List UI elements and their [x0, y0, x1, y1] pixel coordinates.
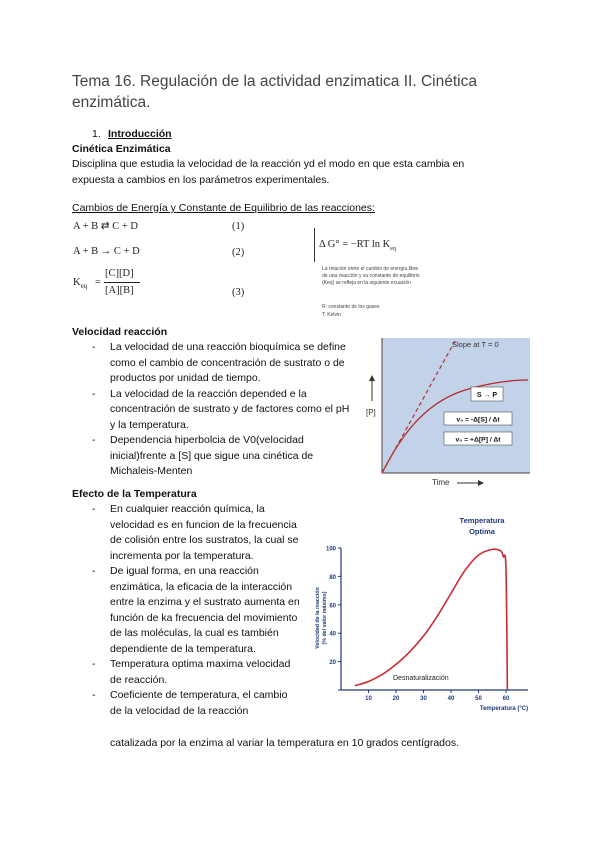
note-r: R: constante de los gases: [322, 304, 380, 310]
velocidad-heading: Velocidad reacción: [72, 326, 168, 338]
graph-background: [382, 338, 530, 473]
list-item: - Dependencia hiperbolcia de V0(velocidad inicial)frente a [S] que sigue una cinética de Michaleis-Menten: [92, 434, 314, 477]
equation-1-number: (1): [232, 221, 245, 232]
y-arrow-head: [369, 375, 375, 381]
cambios-heading: Cambios de Energía y Constante de Equilibrio de las reacciones:: [72, 202, 375, 214]
x-tick-label: 10: [365, 696, 372, 702]
keq-numerator: [C][D]: [105, 268, 134, 279]
chart-title-2: Optima: [469, 527, 495, 536]
list-item: - Coeficiente de temperatura, el cambio de la velocidad de la reacción: [92, 689, 288, 717]
product-time-graph: [362, 333, 537, 493]
list-item: - En cualquier reacción química, la velocidad es en funcion de la frecuencia de colisión entre los sustratos, la cual se incrementa por la temperatura.: [92, 503, 299, 562]
efecto-list: [92, 502, 302, 719]
cinetica-heading: Cinética Enzimática: [72, 143, 171, 155]
y-axis-label-line2: (% del valor máximo): [322, 591, 328, 645]
equation-bar: [314, 228, 315, 262]
section-heading: [92, 128, 172, 140]
gibbs-note: La relación entre el cambio de energía libre de una reacción y su constante de equilibrio (Keq) se refleja en la siguiente ecuación: [322, 266, 420, 286]
x-tick-label: 60: [502, 696, 510, 702]
equation-3: [73, 268, 163, 300]
equals-sign: =: [95, 277, 101, 288]
y-label: [P]: [366, 408, 376, 417]
x-label: Time: [432, 478, 450, 487]
y-tick-label: 100: [325, 546, 336, 553]
note-t: T: Kelvin: [322, 312, 341, 318]
x-tick-label: 40: [447, 696, 455, 702]
x-arrow-head: [478, 480, 484, 486]
eq-a-label: v₀ = -Δ[S] / Δt: [456, 416, 500, 424]
x-tick-label: 20: [392, 696, 400, 702]
y-axis-label-line1: Velocidad de la reacción: [315, 587, 321, 649]
y-tick-label: 40: [329, 631, 336, 638]
keq-symbol: $K_{eq}$: [73, 277, 88, 291]
chart-title-1: Temperatura: [459, 516, 505, 525]
efecto-continuation: catalizada por la enzima al variar la temperatura en 10 grados centígrados.: [110, 737, 460, 749]
velocidad-list: [92, 340, 350, 480]
annotation-label: Desnaturalización: [393, 675, 449, 682]
temperature-chart: [306, 510, 540, 716]
cinetica-text: Disciplina que estudia la velocidad de la reacción yd el modo en que esta cambia en expuesta a cambios en los parámetros experimentales.: [72, 158, 465, 186]
list-item: - La velocidad de una reacción bioquímica se define como el cambio de concentración de sustrato o de productos por unidad de tiempo.: [92, 341, 346, 384]
y-tick-label: 60: [329, 603, 336, 610]
equation-1: A + B ⇄ C + D: [73, 221, 138, 232]
y-tick-label: 20: [329, 660, 336, 667]
eq-b-label: v₀ = +Δ[P] / Δt: [455, 436, 501, 444]
efecto-heading: Efecto de la Temperatura: [72, 488, 197, 500]
gibbs-equation: Δ G° = −RT $\ln K_{eq}$: [319, 239, 396, 253]
section-number: 1.: [92, 128, 101, 140]
list-item: - La velocidad de la reacción depended e la concentración de sustrato y de factores como el pH y la temperatura.: [92, 387, 350, 431]
equation-2: A + B → C + D: [73, 246, 140, 257]
equation-2-number: (2): [232, 247, 245, 258]
section-title: Introducción: [108, 128, 172, 140]
list-item: - Temperatura optima maxima velocidad de reacción.: [92, 658, 291, 686]
temperature-curve: [355, 549, 508, 690]
keq-denominator: [A][B]: [105, 285, 134, 296]
x-axis-label: Temperatura (°C): [479, 706, 529, 712]
reaction-label: S → P: [476, 392, 498, 399]
x-tick-label: 50: [475, 696, 482, 702]
x-tick-label: 30: [420, 696, 427, 702]
slope-label: Slope at T = 0: [452, 340, 499, 349]
list-item: - De igual forma, en una reacción enzimática, la eficacia de la interacción entre la enzima y el sustrato aumenta en función de ka frecuencia del movimiento de las moléculas, la cual es también dependiente de la temperatura.: [92, 565, 300, 655]
fraction-bar: [104, 282, 140, 283]
y-tick-label: 80: [329, 574, 336, 581]
equation-3-number: (3): [232, 287, 245, 298]
page-title: Tema 16. Regulación de la actividad enzimatica II. Cinética enzimática.: [72, 73, 477, 111]
